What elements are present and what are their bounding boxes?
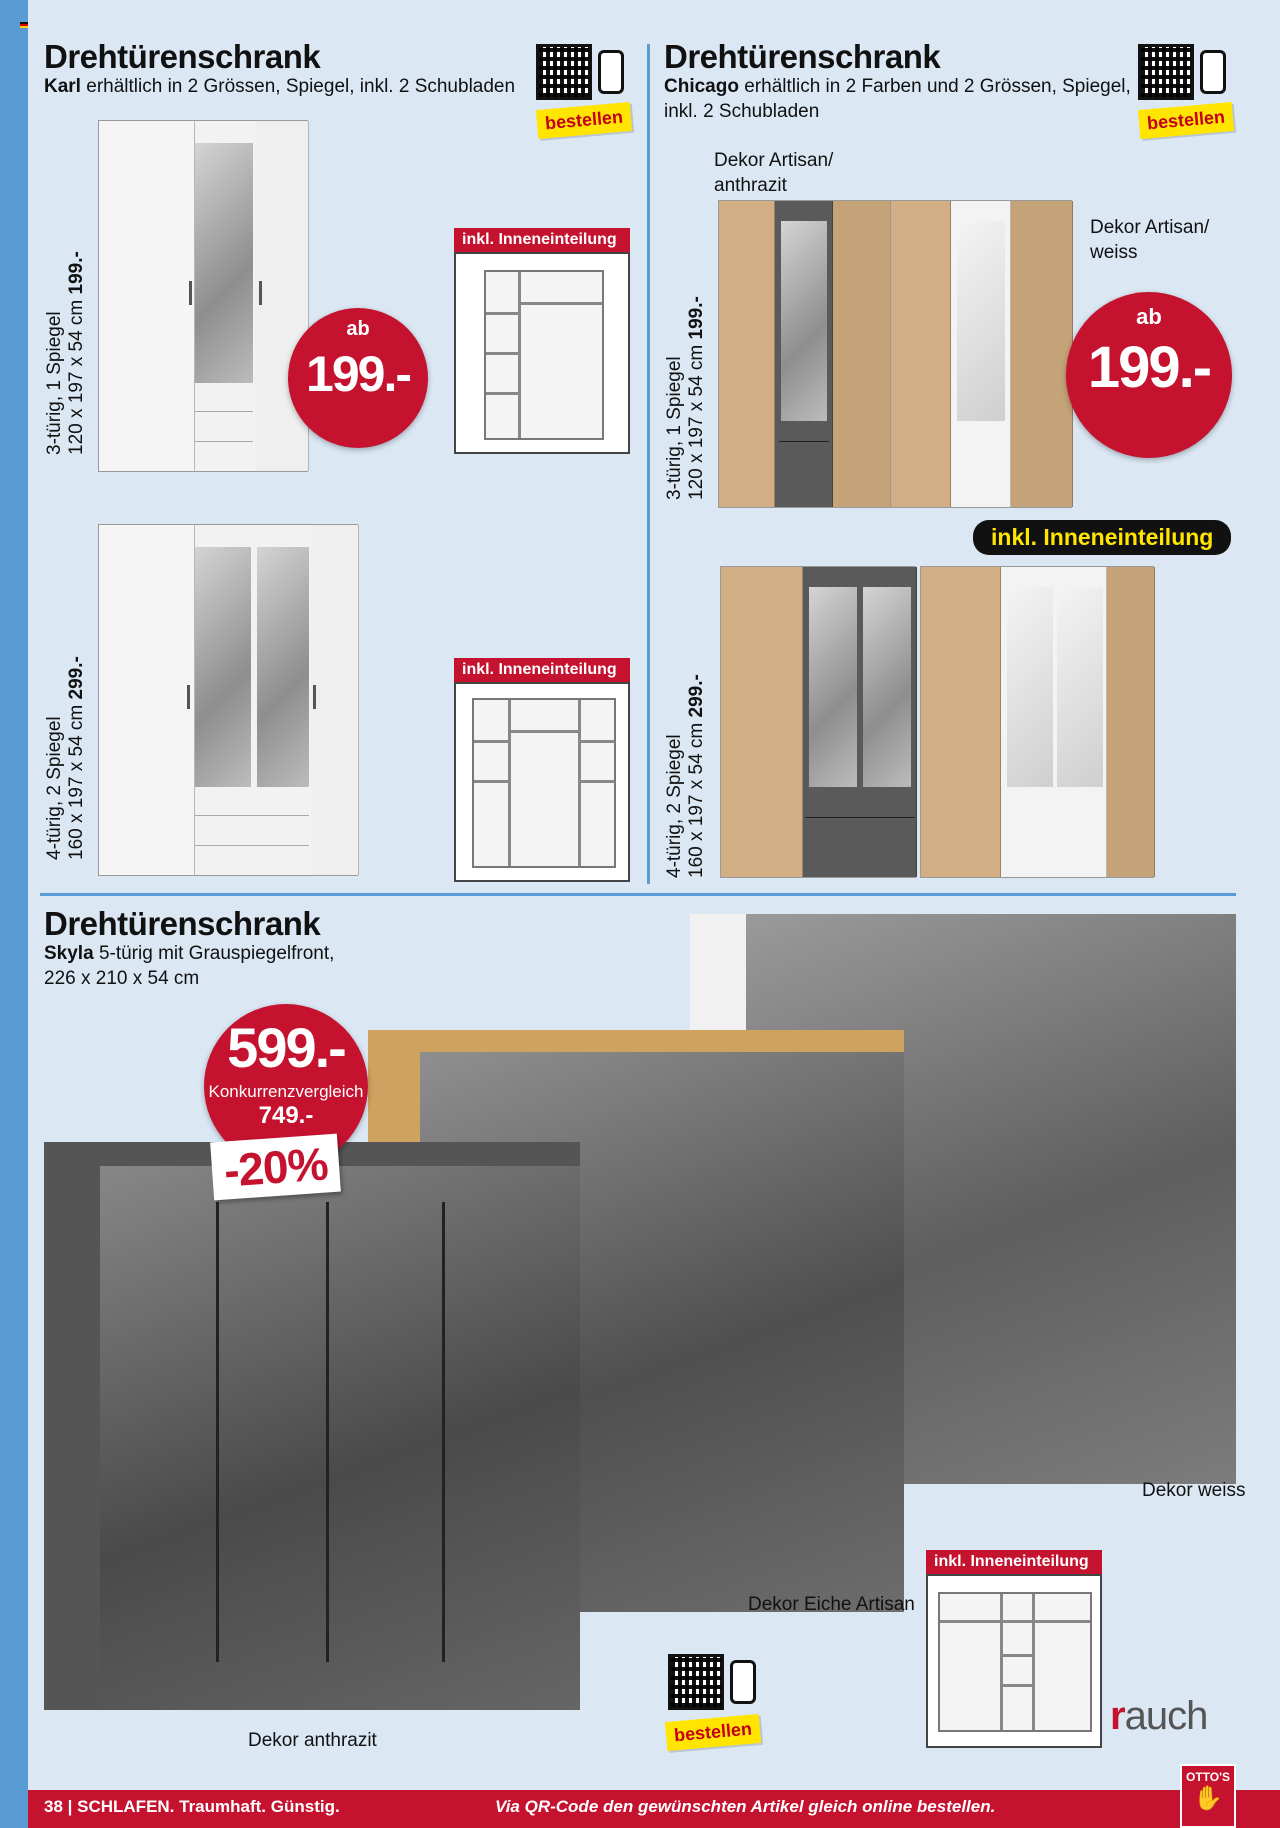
chicago-size1-dims-row [686, 296, 708, 500]
karl-size1-dims: 120 x 197 x 54 cm [66, 299, 87, 455]
skyla-qr-code-icon[interactable] [668, 1654, 724, 1710]
chicago-wardrobe-3door-anthrazit-image [718, 200, 890, 508]
skyla-desc-row1 [44, 941, 334, 966]
karl-badge-ab: ab [346, 318, 370, 340]
chicago-title: Drehtürenschrank [664, 38, 941, 75]
chicago-phone-icon [1200, 50, 1226, 94]
skyla-phone-icon [730, 1660, 756, 1704]
chicago-size2-dims-row [686, 674, 708, 878]
karl-wardrobe-4door-image [98, 524, 358, 876]
karl-title: Drehtürenschrank [44, 38, 321, 75]
chicago-size2-dims: 160 x 197 x 54 cm [686, 722, 707, 878]
chicago-dekor1-line1: Dekor Artisan/ [714, 150, 834, 171]
chicago-desc-line1: erhältlich in 2 Farben und 2 Grössen, Spiegel, [744, 76, 1131, 97]
karl-bestellen-button[interactable]: bestellen [536, 102, 632, 139]
karl-inkl-tag-2: inkl. Inneneinteilung [454, 658, 630, 682]
skyla-bestellen-button[interactable]: bestellen [665, 1714, 761, 1751]
karl-interior-box-2 [454, 682, 630, 882]
karl-size2-dims: 160 x 197 x 54 cm [66, 704, 87, 860]
chicago-description [664, 74, 1131, 124]
skyla-dekor-weiss-label: Dekor weiss [1142, 1480, 1246, 1501]
chicago-size1-label [664, 296, 708, 500]
skyla-anthrazit-image [44, 1142, 580, 1710]
karl-size1-price: 199.- [66, 251, 87, 295]
skyla-desc-line2: 226 x 210 x 54 cm [44, 968, 200, 989]
skyla-dekor-anthrazit-label: Dekor anthrazit [248, 1730, 377, 1751]
karl-size2-doors: 4-türig, 2 Spiegel [44, 716, 65, 860]
chicago-inkl-pill: inkl. Inneneinteilung [973, 520, 1231, 555]
chicago-dekor-weiss-label [1090, 215, 1209, 265]
column-divider [647, 44, 650, 884]
page-number: 38 [44, 1797, 63, 1816]
chicago-badge-ab: ab [1136, 304, 1162, 329]
skyla-desc-line1: 5-türig mit Grauspiegelfront, [98, 943, 335, 964]
chicago-dekor2-line2: weiss [1090, 242, 1138, 263]
skyla-name: Skyla [44, 943, 94, 964]
rauch-logo-text: auch [1124, 1694, 1208, 1738]
skyla-description [44, 941, 334, 991]
skyla-discount-badge: -20% [210, 1134, 341, 1201]
karl-wardrobe-3door-image [98, 120, 308, 472]
chicago-size2-doors: 4-türig, 2 Spiegel [664, 734, 685, 878]
chicago-qr-code-icon[interactable] [1138, 44, 1194, 100]
skyla-interior-box [926, 1574, 1102, 1748]
chicago-size2-label [664, 674, 708, 878]
chicago-desc-row1 [664, 74, 1131, 99]
chicago-wardrobe-4door-weiss-image [920, 566, 1154, 878]
karl-size1-dims-row [66, 251, 88, 455]
section-name: SCHLAFEN. Traumhaft. Günstig. [77, 1797, 340, 1816]
karl-name: Karl [44, 76, 81, 97]
left-color-stripe [0, 0, 28, 1828]
section-divider [40, 893, 1236, 896]
skyla-dekor-eiche-label: Dekor Eiche Artisan [748, 1594, 915, 1615]
chicago-wardrobe-3door-weiss-image [890, 200, 1072, 508]
karl-size1-label [44, 251, 88, 455]
skyla-title: Drehtürenschrank [44, 905, 321, 942]
chicago-bestellen-button[interactable]: bestellen [1138, 102, 1234, 139]
chicago-dekor-anthrazit-label [714, 148, 833, 198]
rauch-logo [1110, 1694, 1207, 1739]
chicago-size1-dims: 120 x 197 x 54 cm [686, 344, 707, 500]
karl-size1-doors: 3-türig, 1 Spiegel [44, 311, 65, 455]
karl-phone-icon [598, 50, 624, 94]
footer-cta: Via QR-Code den gewünschten Artikel gleich online bestellen. [495, 1797, 996, 1816]
karl-price-badge [288, 308, 428, 448]
footer-left: 38 | SCHLAFEN. Traumhaft. Günstig. [44, 1797, 340, 1816]
karl-size2-dims-row [66, 656, 88, 860]
ottos-logo [1180, 1764, 1236, 1828]
chicago-size1-doors: 3-türig, 1 Spiegel [664, 356, 685, 500]
chicago-dekor1-line2: anthrazit [714, 175, 787, 196]
chicago-desc-line2: inkl. 2 Schubladen [664, 101, 820, 122]
skyla-compare-price: 749.- [258, 1102, 314, 1129]
karl-badge-price: 199.- [306, 346, 410, 402]
karl-desc-text: erhältlich in 2 Grössen, Spiegel, inkl. 2 Schubladen [86, 76, 516, 97]
karl-interior-box-1 [454, 252, 630, 454]
chicago-wardrobe-4door-anthrazit-image [720, 566, 916, 878]
karl-size2-price: 299.- [66, 656, 87, 700]
karl-size2-label [44, 656, 88, 860]
chicago-badge-price: 199.- [1087, 335, 1211, 400]
chicago-size2-price: 299.- [686, 674, 707, 718]
chicago-price-badge [1066, 292, 1232, 458]
chicago-dekor2-line1: Dekor Artisan/ [1090, 217, 1210, 238]
skyla-inkl-tag: inkl. Inneneinteilung [926, 1550, 1102, 1574]
karl-description [44, 74, 515, 99]
rauch-logo-r: r [1110, 1694, 1125, 1738]
chicago-size1-price: 199.- [686, 296, 707, 340]
karl-inkl-tag-1: inkl. Inneneinteilung [454, 228, 630, 252]
ottos-logo-text: OTTO'S [1186, 1770, 1230, 1784]
hand-icon: ✋ [1193, 1785, 1223, 1812]
skyla-compare-label: Konkurrenzvergleich [208, 1082, 364, 1101]
flag-icon [20, 22, 28, 28]
karl-qr-code-icon[interactable] [536, 44, 592, 100]
skyla-price: 599.- [227, 1016, 345, 1079]
chicago-name: Chicago [664, 76, 739, 97]
